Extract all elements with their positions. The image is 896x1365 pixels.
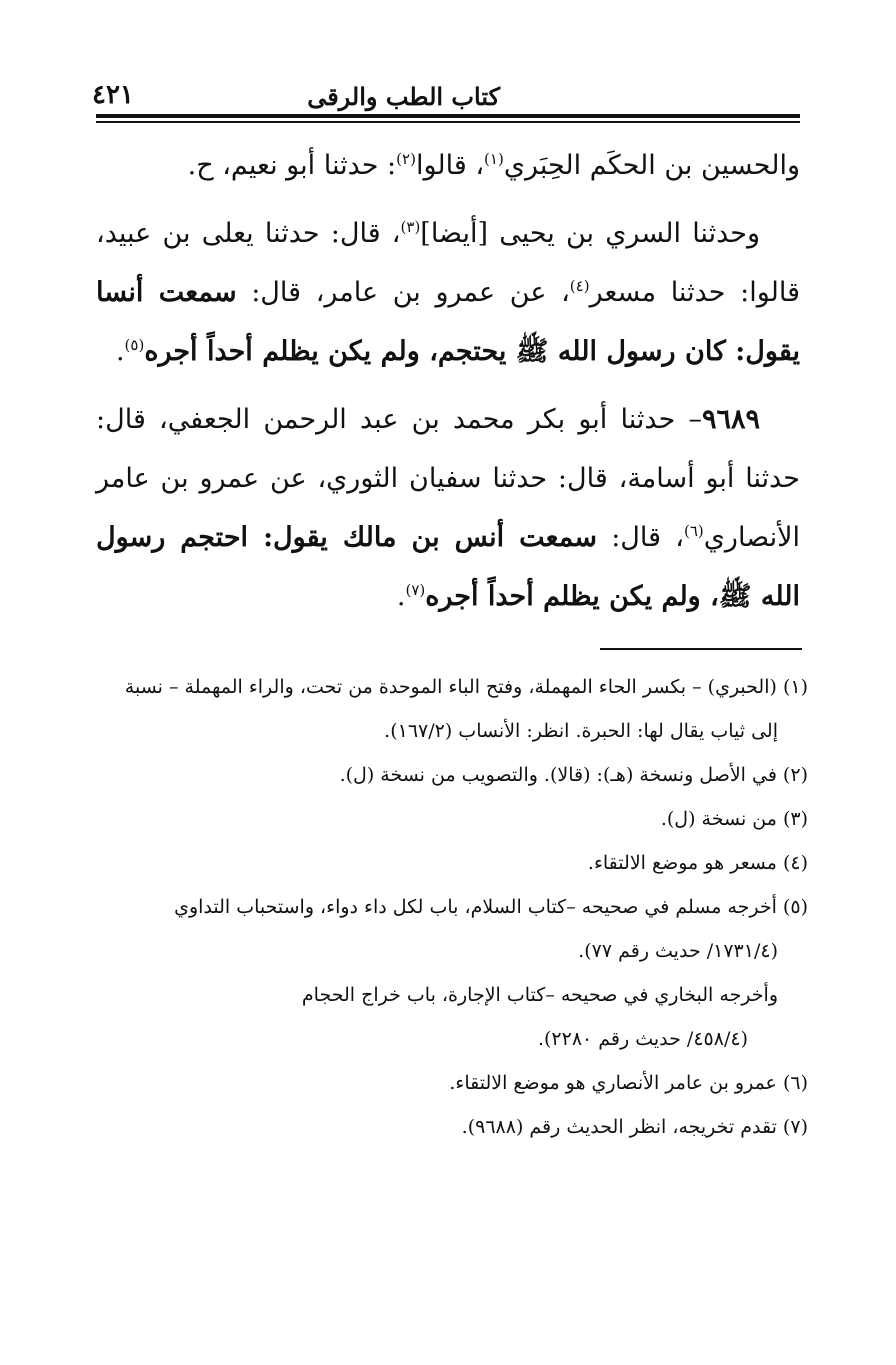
footnote-ref-6: (٦) xyxy=(684,522,704,540)
main-text xyxy=(96,136,800,635)
header-rule-thick xyxy=(96,114,800,118)
text-span: . xyxy=(396,581,406,612)
footnote-ref-3: (٣) xyxy=(400,218,421,236)
footnote-ref-4: (٤) xyxy=(569,277,590,295)
footnote-text: (٤٥٨/٤/ حديث رقم ٢٢٨٠). xyxy=(537,1028,748,1050)
text-span: : حدثنا أبو نعيم، ح. xyxy=(187,150,397,181)
hadith-text-bold: سمعت أنس بن مالك يقول: احتجم رسول الله ﷺ، ولم يكن يظلم أحداً أجره xyxy=(96,522,800,612)
footnote-separator xyxy=(600,648,802,650)
footnote-3: (٣) من نسخة (ل). xyxy=(660,808,808,830)
header-rule-thin xyxy=(96,121,800,123)
footnote-2: (٢) في الأصل ونسخة (هـ): (قالا). والتصويب من نسخة (ل). xyxy=(339,764,808,786)
paragraph-2 xyxy=(96,204,800,381)
text-span: ، قال: حدثنا يعلى بن عبيد، قالوا: حدثنا مسعر xyxy=(96,218,800,308)
text-span: ، قالوا xyxy=(415,150,485,181)
running-title: كتاب الطب والرقى xyxy=(307,82,500,111)
footnote-1 xyxy=(96,665,808,753)
paragraph-1 xyxy=(96,136,800,195)
paragraph-3 xyxy=(96,390,800,626)
footnote-text: (١) (الحبري) – بكسر الحاء المهملة، وفتح الباء الموحدة من تحت، والراء المهملة – نسبة xyxy=(124,676,808,698)
footnote-text: إلى ثياب يقال لها: الحبرة. انظر: الأنساب (١٦٧/٢). xyxy=(384,720,778,742)
footnote-6: (٦) عمرو بن عامر الأنصاري هو موضع الالتقاء. xyxy=(449,1072,808,1094)
text-span: ، قال: xyxy=(596,522,684,553)
text-span: وحدثنا السري بن يحيى [أيضا] xyxy=(420,218,760,249)
footnote-text: (١٧٣١/٤/ حديث رقم ٧٧). xyxy=(578,940,778,962)
footnote-5 xyxy=(96,885,808,973)
text-span: ، عن عمرو بن عامر، قال: xyxy=(236,277,570,308)
footnote-5-continued xyxy=(96,973,808,1061)
footnote-text: (٥) أخرجه مسلم في صحيحه –كتاب السلام، باب لكل داء دواء، واستحباب التداوي xyxy=(174,896,808,918)
text-span: – حدثنا أبو بكر محمد بن عبد الرحمن الجعفي، قال: حدثنا أبو أسامة، قال: حدثنا سفيان الثوري، عن عمرو بن عامر الأنصاري xyxy=(96,404,801,553)
page-number: ٤٢١ xyxy=(92,80,134,110)
footnote-ref-7: (٧) xyxy=(405,581,426,599)
page-header xyxy=(92,78,804,112)
hadith-text-bold: سمعت أنسا يقول: كان رسول الله ﷺ يحتجم، ولم يكن يظلم أحداً أجره xyxy=(96,277,800,367)
footnote-7: (٧) تقدم تخريجه، انظر الحديث رقم (٩٦٨٨). xyxy=(461,1116,808,1138)
footnotes xyxy=(96,665,808,1149)
hadith-number: ٩٦٨٩ xyxy=(701,404,760,435)
text-span: والحسين بن الحكَم الحِبَري xyxy=(503,150,800,181)
text-span: . xyxy=(115,336,125,367)
footnote-ref-2: (٢) xyxy=(396,150,416,168)
footnote-text: وأخرجه البخاري في صحيحه –كتاب الإجارة، باب خراج الحجام xyxy=(301,984,778,1006)
footnote-4: (٤) مسعر هو موضع الالتقاء. xyxy=(587,852,808,874)
footnote-ref-1: (١) xyxy=(484,150,504,168)
footnote-ref-5: (٥) xyxy=(124,336,145,354)
